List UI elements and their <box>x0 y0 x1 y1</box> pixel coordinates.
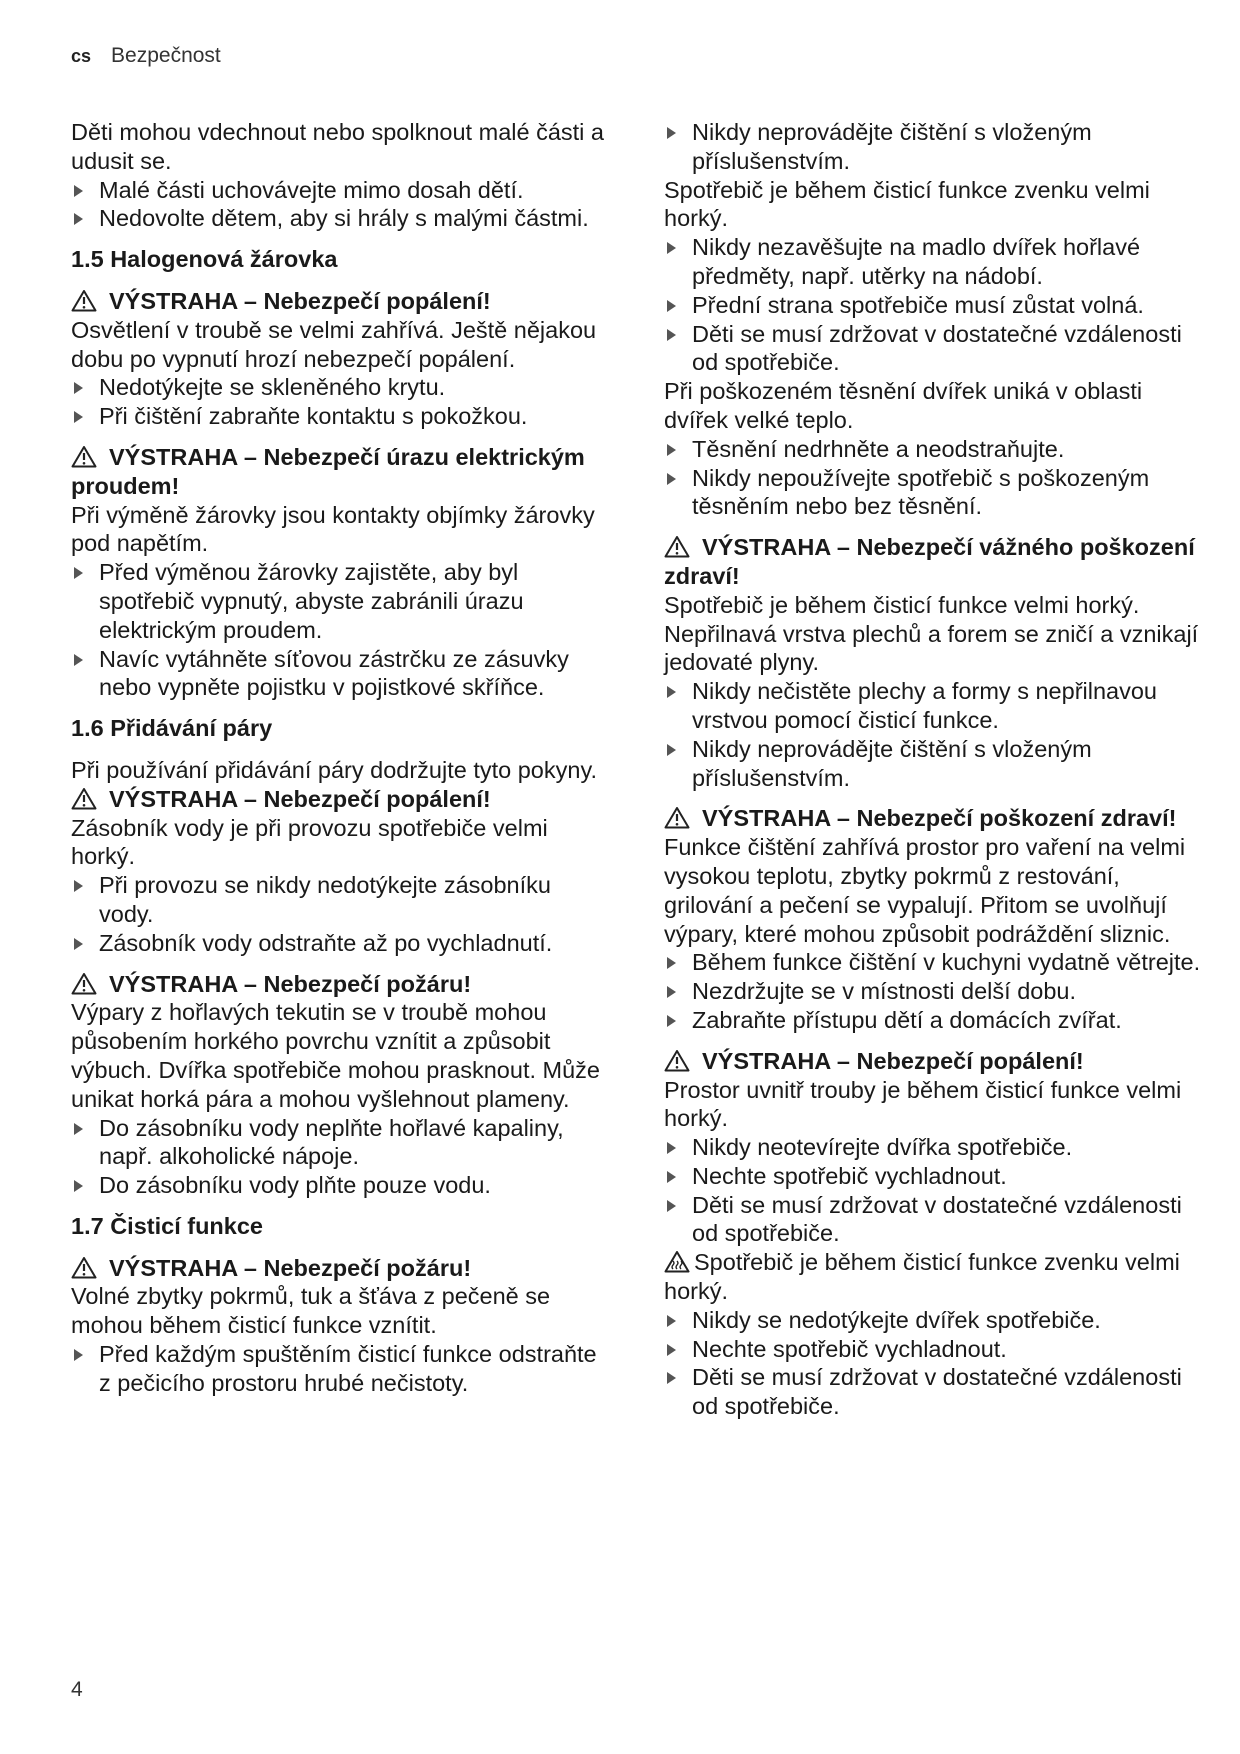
bullet-text: Nikdy neprovádějte čištění s vloženým příslušenstvím. <box>692 735 1092 791</box>
warning-heading <box>71 970 611 999</box>
left-column <box>71 118 611 1398</box>
language-code: cs <box>71 46 92 66</box>
bullet-arrow-icon <box>667 1315 676 1327</box>
bullet-text: Do zásobníku vody plňte pouze vodu. <box>99 1172 491 1199</box>
bullet-text: Nikdy neprovádějte čištění s vloženým příslušenstvím. <box>692 119 1092 174</box>
warning-heading <box>664 804 1204 833</box>
bullet-arrow-icon <box>667 444 676 456</box>
paragraph: Prostor uvnitř trouby je během čisticí funkce velmi horký. <box>664 1076 1182 1132</box>
bullet-item <box>664 1363 1204 1421</box>
bullet-arrow-icon <box>667 1171 676 1183</box>
paragraph: Spotřebič je během čisticí funkce zvenku velmi horký. <box>664 176 1150 232</box>
bullet-text: Navíc vytáhněte síťovou zástrčku ze zásuvky nebo vypněte pojistku v pojistkové skříňce. <box>99 645 569 701</box>
warning-triangle-icon <box>71 972 97 995</box>
section-heading: 1.7 Čisticí funkce <box>71 1212 263 1239</box>
bullet-item <box>664 977 1204 1006</box>
section-title: Bezpečnost <box>111 44 221 67</box>
hot-surface-note <box>664 1248 1204 1306</box>
bullet-item <box>664 464 1204 522</box>
warning-text: VÝSTRAHA – Nebezpečí požáru! <box>109 970 472 997</box>
hot-surface-warning-icon <box>664 1250 690 1273</box>
bullet-arrow-icon <box>74 1123 83 1135</box>
warning-heading <box>664 1047 1204 1076</box>
warning-triangle-icon <box>71 289 97 312</box>
bullet-text: Zabraňte přístupu dětí a domácích zvířat. <box>692 1006 1122 1033</box>
bullet-text: Nechte spotřebič vychladnout. <box>692 1335 1007 1362</box>
bullet-text: Děti se musí zdržovat v dostatečné vzdálenosti od spotřebiče. <box>692 320 1182 376</box>
bullet-item <box>664 291 1204 320</box>
bullet-arrow-icon <box>667 1200 676 1212</box>
bullet-text: Těsnění nedrhněte a neodstraňujte. <box>692 435 1065 462</box>
bullet-item <box>71 176 611 205</box>
bullet-arrow-icon <box>667 1015 676 1027</box>
warning-triangle-icon <box>664 1049 690 1072</box>
paragraph: Zásobník vody je při provozu spotřebiče velmi horký. <box>71 814 548 870</box>
bullet-arrow-icon <box>667 957 676 969</box>
paragraph: Děti mohou vdechnout nebo spolknout malé části a udusit se. <box>71 119 604 174</box>
warning-triangle-icon <box>71 787 97 810</box>
bullet-text: Nechte spotřebič vychladnout. <box>692 1162 1007 1189</box>
bullet-arrow-icon <box>667 1372 676 1384</box>
warning-text: VÝSTRAHA – Nebezpečí úrazu elektrickým proudem! <box>71 443 585 499</box>
bullet-text: Do zásobníku vody neplňte hořlavé kapaliny, např. alkoholické nápoje. <box>99 1114 564 1170</box>
bullet-item <box>664 948 1204 977</box>
bullet-text: Nikdy nečistěte plechy a formy s nepřilnavou vrstvou pomocí čisticí funkce. <box>692 678 1157 733</box>
section-heading: 1.5 Halogenová žárovka <box>71 246 338 273</box>
paragraph: Výpary z hořlavých tekutin se v troubě mohou působením horkého povrchu vznítit a způsobit výbuch. Dvířka spotřebiče mohou prasknout. Může unikat horká pára a mohou vyšlehnout plameny. <box>71 999 601 1112</box>
warning-heading <box>71 287 611 316</box>
bullet-arrow-icon <box>74 411 83 423</box>
warning-triangle-icon <box>71 445 97 468</box>
bullet-text: Děti se musí zdržovat v dostatečné vzdálenosti od spotřebiče. <box>692 1191 1182 1247</box>
bullet-text: Přední strana spotřebiče musí zůstat volná. <box>692 291 1144 318</box>
bullet-arrow-icon <box>667 686 676 698</box>
bullet-item <box>664 735 1204 793</box>
warning-text: VÝSTRAHA – Nebezpečí popálení! <box>702 1047 1084 1074</box>
warning-text: VÝSTRAHA – Nebezpečí požáru! <box>109 1254 472 1281</box>
bullet-text: Před výměnou žárovky zajistěte, aby byl spotřebič vypnutý, abyste zabránili úrazu elektrickým proudem. <box>99 559 524 643</box>
warning-triangle-icon <box>664 806 690 829</box>
bullet-text: Při čištění zabraňte kontaktu s pokožkou. <box>99 403 528 430</box>
bullet-text: Nikdy se nedotýkejte dvířek spotřebiče. <box>692 1306 1101 1333</box>
paragraph: Spotřebič je během čisticí funkce velmi horký. Nepřilnavá vrstva plechů a forem se zničí a vznikají jedovaté plyny. <box>664 591 1199 676</box>
bullet-text: Před každým spuštěním čisticí funkce odstraňte z pečicího prostoru hrubé nečistoty. <box>99 1341 597 1396</box>
warning-text: VÝSTRAHA – Nebezpečí popálení! <box>109 785 491 812</box>
bullet-item <box>71 1340 611 1398</box>
bullet-arrow-icon <box>667 744 676 756</box>
bullet-arrow-icon <box>74 654 83 666</box>
warning-heading <box>71 785 611 814</box>
paragraph: Funkce čištění zahřívá prostor pro vaření na velmi vysokou teplotu, zbytky pokrmů z restování, grilování a pečení se vypalují. Přitom se uvolňují výpary, které mohou způsobit podráždění sliznic. <box>664 834 1186 947</box>
bullet-arrow-icon <box>74 880 83 892</box>
bullet-item <box>664 1133 1204 1162</box>
warning-heading <box>664 533 1204 591</box>
bullet-item <box>664 118 1204 176</box>
bullet-arrow-icon <box>74 185 83 197</box>
bullet-arrow-icon <box>667 242 676 254</box>
bullet-arrow-icon <box>667 1142 676 1154</box>
bullet-item <box>71 373 611 402</box>
section-heading: 1.6 Přidávání páry <box>71 715 273 742</box>
bullet-text: Nikdy nezavěšujte na madlo dvířek hořlavé předměty, např. utěrky na nádobí. <box>692 234 1141 289</box>
bullet-arrow-icon <box>74 567 83 579</box>
bullet-item <box>71 204 611 233</box>
bullet-arrow-icon <box>667 473 676 485</box>
bullet-item <box>664 677 1204 735</box>
hot-surface-text: Spotřebič je během čisticí funkce zvenku velmi horký. <box>664 1249 1180 1305</box>
bullet-item <box>664 233 1204 291</box>
bullet-arrow-icon <box>667 1344 676 1356</box>
paragraph: Při používání přidávání páry dodržujte tyto pokyny. <box>71 756 597 783</box>
paragraph: Při poškozeném těsnění dvířek uniká v oblasti dvířek velké teplo. <box>664 378 1143 433</box>
bullet-item <box>71 558 611 644</box>
warning-text: VÝSTRAHA – Nebezpečí popálení! <box>109 287 491 314</box>
bullet-arrow-icon <box>74 213 83 225</box>
warning-triangle-icon <box>664 535 690 558</box>
bullet-item <box>664 1191 1204 1249</box>
page-number: 4 <box>71 1678 83 1701</box>
page-header <box>71 44 221 68</box>
bullet-arrow-icon <box>74 1349 83 1361</box>
right-column <box>664 118 1204 1421</box>
bullet-item <box>71 1171 611 1200</box>
bullet-text: Děti se musí zdržovat v dostatečné vzdálenosti od spotřebiče. <box>692 1364 1182 1420</box>
bullet-item <box>71 645 611 703</box>
bullet-item <box>664 1006 1204 1035</box>
paragraph: Osvětlení v troubě se velmi zahřívá. Ještě nějakou dobu po vypnutí hrozí nebezpečí popálení. <box>71 316 597 372</box>
bullet-item <box>664 1335 1204 1364</box>
bullet-arrow-icon <box>74 382 83 394</box>
bullet-arrow-icon <box>667 329 676 341</box>
paragraph: Při výměně žárovky jsou kontakty objímky žárovky pod napětím. <box>71 501 595 557</box>
bullet-arrow-icon <box>667 986 676 998</box>
bullet-item <box>664 1306 1204 1335</box>
warning-text: VÝSTRAHA – Nebezpečí vážného poškození zdraví! <box>664 534 1195 589</box>
warning-text: VÝSTRAHA – Nebezpečí poškození zdraví! <box>702 805 1177 832</box>
bullet-text: Při provozu se nikdy nedotýkejte zásobníku vody. <box>99 872 551 927</box>
bullet-text: Nezdržujte se v místnosti delší dobu. <box>692 978 1077 1005</box>
bullet-arrow-icon <box>667 127 676 139</box>
warning-heading <box>71 1254 611 1283</box>
bullet-item <box>71 871 611 929</box>
bullet-text: Malé části uchovávejte mimo dosah dětí. <box>99 176 524 203</box>
bullet-text: Zásobník vody odstraňte až po vychladnutí. <box>99 929 553 956</box>
bullet-item <box>664 435 1204 464</box>
bullet-text: Nedotýkejte se skleněného krytu. <box>99 374 446 401</box>
bullet-item <box>71 1114 611 1172</box>
bullet-text: Nikdy nepoužívejte spotřebič s poškozeným těsněním nebo bez těsnění. <box>692 464 1150 520</box>
warning-triangle-icon <box>71 1256 97 1279</box>
bullet-arrow-icon <box>74 938 83 950</box>
bullet-item <box>664 320 1204 378</box>
bullet-item <box>71 929 611 958</box>
bullet-arrow-icon <box>74 1180 83 1192</box>
bullet-item <box>664 1162 1204 1191</box>
bullet-text: Nikdy neotevírejte dvířka spotřebiče. <box>692 1134 1073 1161</box>
paragraph: Volné zbytky pokrmů, tuk a šťáva z pečeně se mohou během čisticí funkce vznítit. <box>71 1283 551 1339</box>
bullet-text: Nedovolte dětem, aby si hrály s malými částmi. <box>99 205 589 232</box>
warning-heading <box>71 443 611 501</box>
bullet-arrow-icon <box>667 300 676 312</box>
bullet-text: Během funkce čištění v kuchyni vydatně větrejte. <box>692 949 1201 976</box>
bullet-item <box>71 402 611 431</box>
